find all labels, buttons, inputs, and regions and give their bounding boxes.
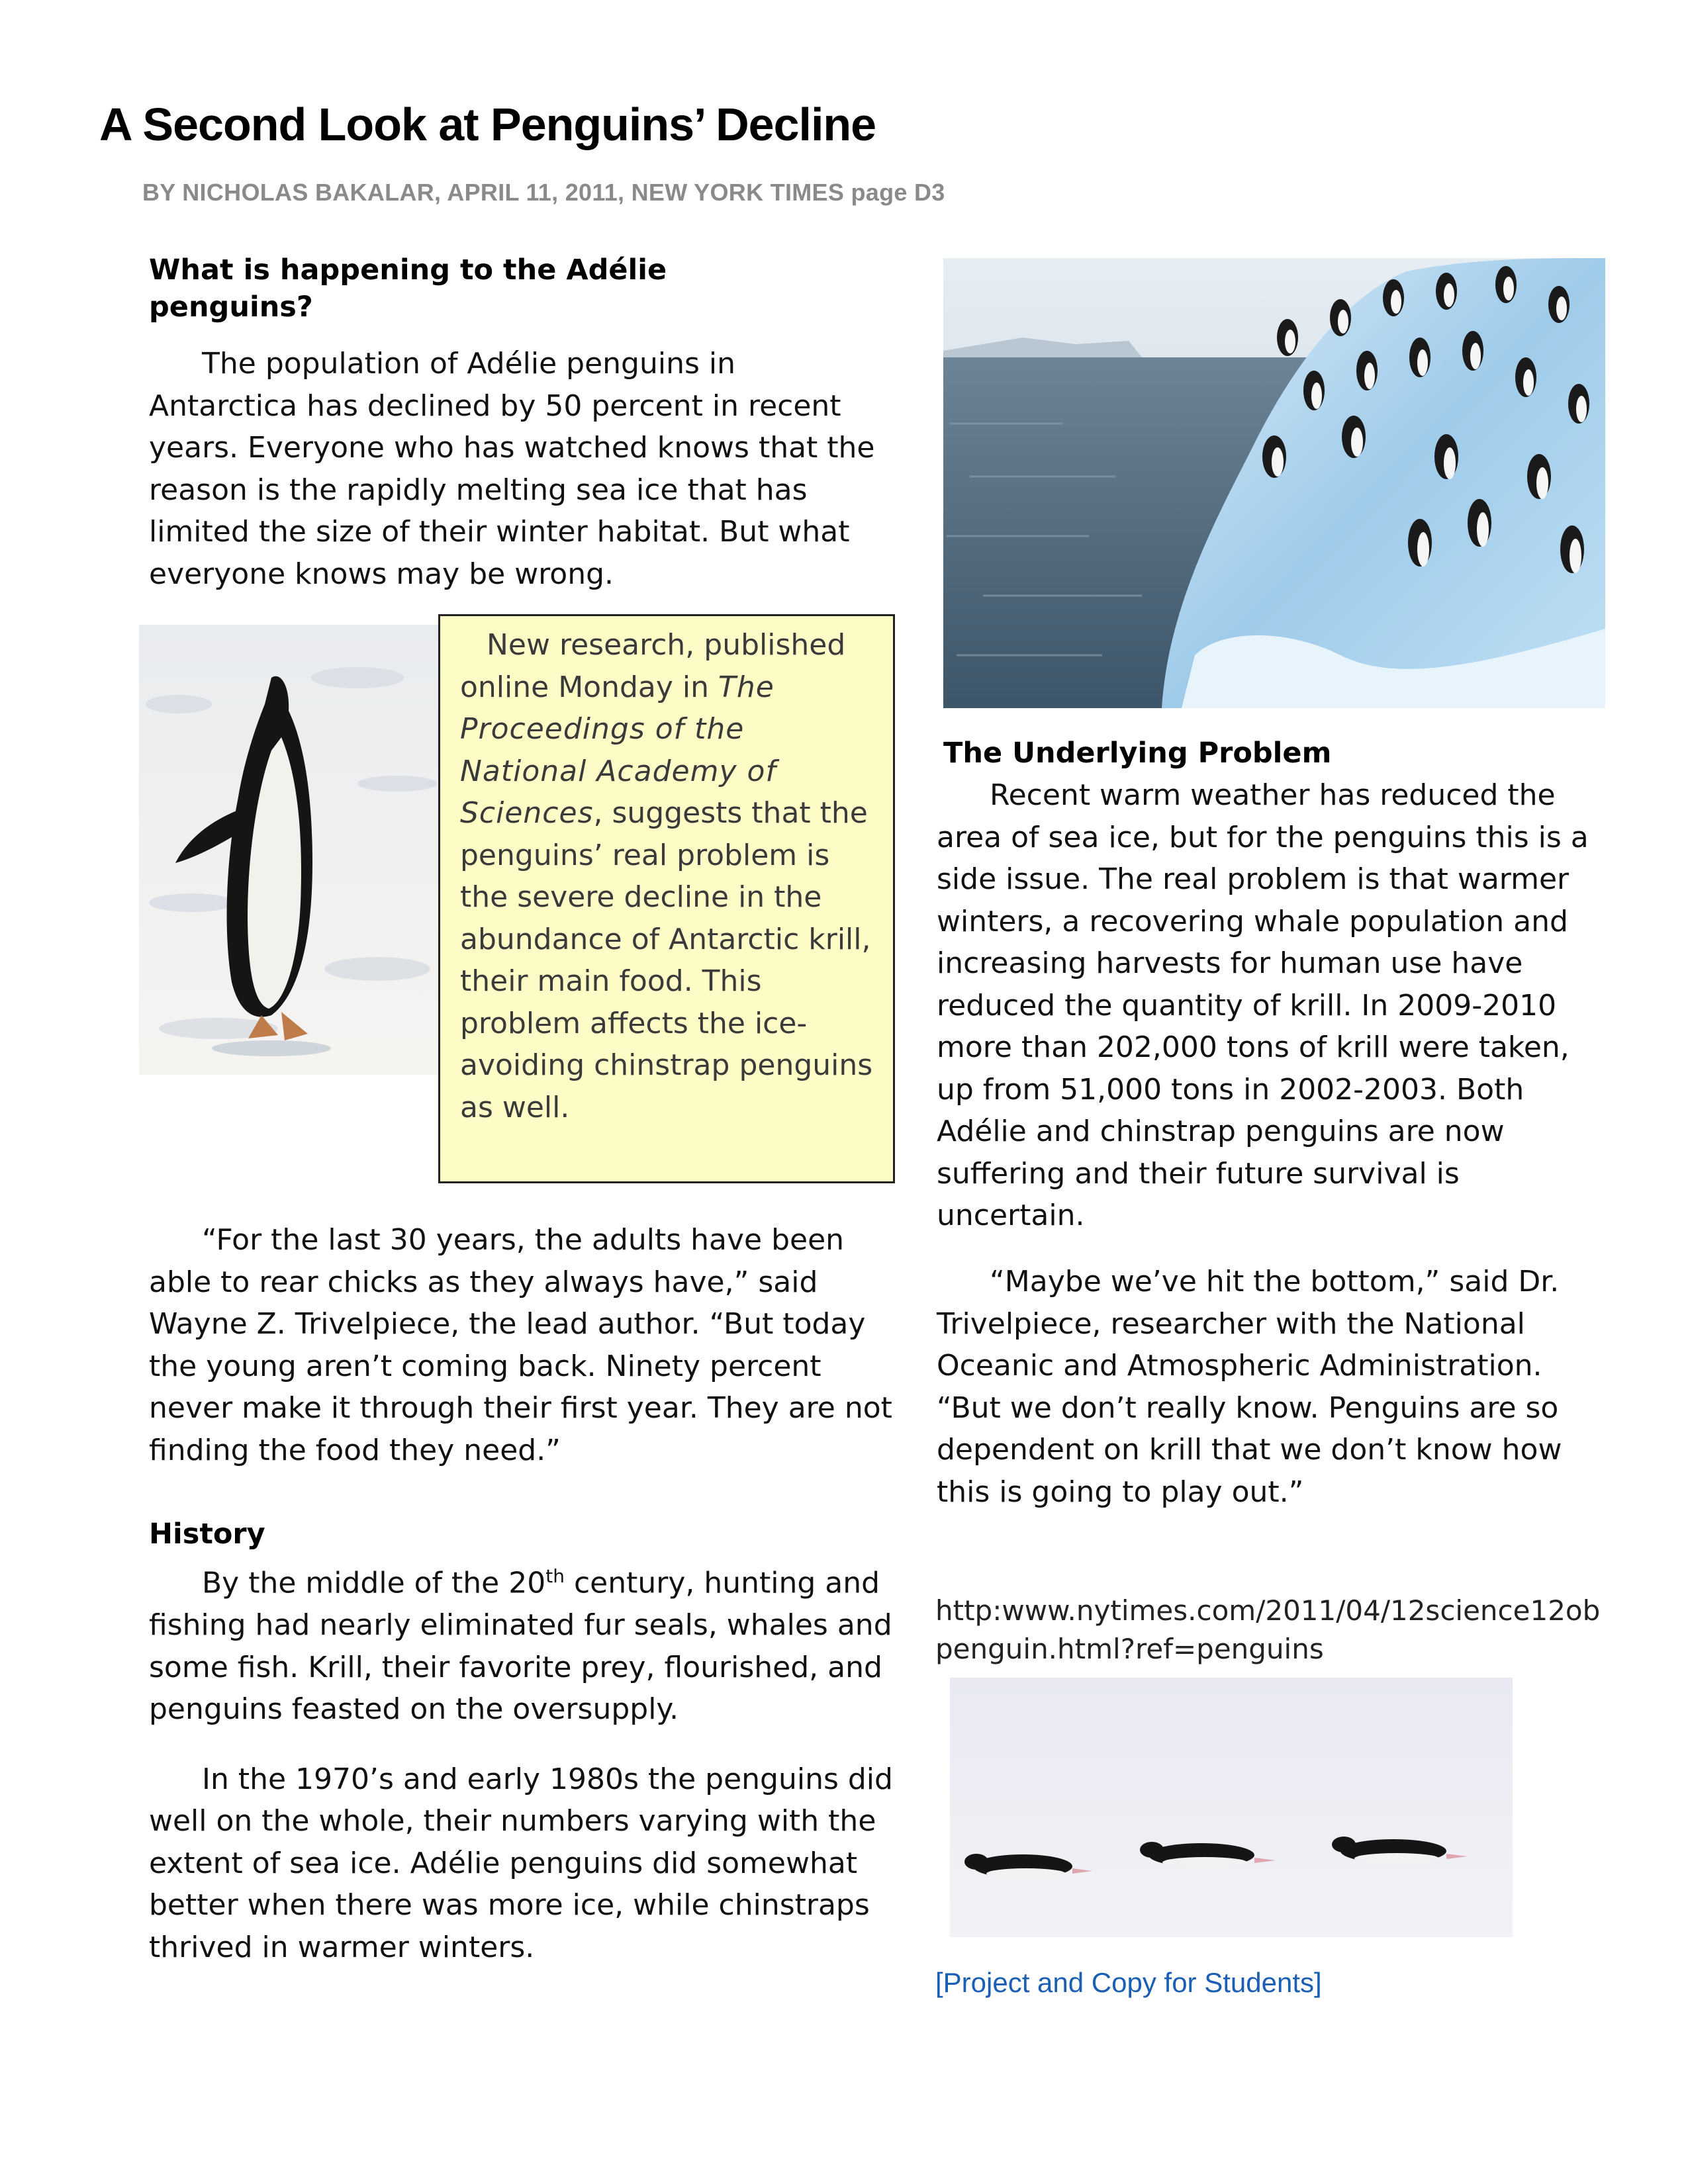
- section-what-is-happening: [149, 251, 897, 595]
- history-p1-before: By the middle of the 20: [202, 1566, 546, 1600]
- link-close-bracket: ]: [1314, 1967, 1322, 1998]
- journal-name: The Proceedings of the National Academy of Sciences: [460, 670, 776, 830]
- link-open-bracket: [: [935, 1967, 943, 1998]
- history-heading: History: [149, 1518, 265, 1551]
- quote-trivelpiece-2: “Maybe we’ve hit the bottom,” said Dr. Trivelpiece, researcher with the National Oceanic and Atmospheric Administration. “But we don’t really know. Penguins are so dependent on krill that we don’t know how this is going to play out.”: [937, 1265, 1562, 1509]
- standing-penguin-photo: [139, 625, 438, 1075]
- iceberg-penguins-photo: [943, 258, 1605, 708]
- heading-line-2: penguins?: [149, 291, 313, 324]
- project-copy-link[interactable]: [935, 1967, 1322, 1999]
- callout-text: [460, 624, 877, 1128]
- tobogganing-penguins-photo: [950, 1678, 1513, 1937]
- link-label[interactable]: Project and Copy for Students: [943, 1967, 1314, 1998]
- ordinal-suffix: th: [545, 1565, 565, 1587]
- section-history: [149, 1516, 897, 1968]
- underlying-paragraph: Recent warm weather has reduced the area of sea ice, but for the penguins this is a side issue. The real problem is that warmer winters, a recovering whale population and increasing harvests for human use have reduced the quantity of krill. In 2009-2010 more than 202,000 tons of krill were taken, up from 51,000 tons in 2002-2003. Both Adélie and chinstrap penguins are now suffering and their future survival is uncertain.: [937, 778, 1589, 1232]
- underlying-heading: The Underlying Problem: [943, 737, 1332, 770]
- article-title: A Second Look at Penguins’ Decline: [99, 99, 876, 150]
- section-heading: [149, 251, 897, 326]
- history-paragraph-2: In the 1970’s and early 1980s the penguins did well on the whole, their numbers varying with the extent of sea ice. Adélie penguins did somewhat better when there was more ice, while chinstraps thrived in warmer winters.: [149, 1762, 893, 1964]
- research-callout-box: [438, 614, 895, 1183]
- history-paragraph-1: [149, 1555, 897, 1731]
- heading-line-1: What is happening to the Adélie: [149, 253, 667, 287]
- source-url: http:www.nytimes.com/2011/04/12science12obpenguin.html?ref=penguins: [935, 1594, 1601, 1665]
- history-p1-after: century, hunting and fishing had nearly eliminated fur seals, whales and some fish. Krill, their favorite prey, flourished, and penguins feasted on the oversupply.: [149, 1566, 892, 1727]
- intro-paragraph: The population of Adélie penguins in Antarctica has declined by 50 percent in recent years. Everyone who has watched knows that the reason is the rapidly melting sea ice that has limited the size of their winter habitat. But what everyone knows may be wrong.: [149, 347, 875, 591]
- callout-rest: , suggests that the penguins’ real problem is the severe decline in the abundance of Antarctic krill, their main food. This problem affects the ice-avoiding chinstrap penguins as well.: [460, 796, 873, 1124]
- section-underlying-problem: [937, 735, 1605, 1237]
- byline: BY NICHOLAS BAKALAR, APRIL 11, 2011, NEW YORK TIMES page D3: [142, 179, 945, 206]
- callout-lead: New research, published online Monday in: [460, 628, 846, 704]
- quote-trivelpiece-1: “For the last 30 years, the adults have been able to rear chicks as they always have,” said Wayne Z. Trivelpiece, the lead author. “But today the young aren’t coming back. Ninety percent never make it through their first year. They are not finding the food they need.”: [149, 1223, 892, 1467]
